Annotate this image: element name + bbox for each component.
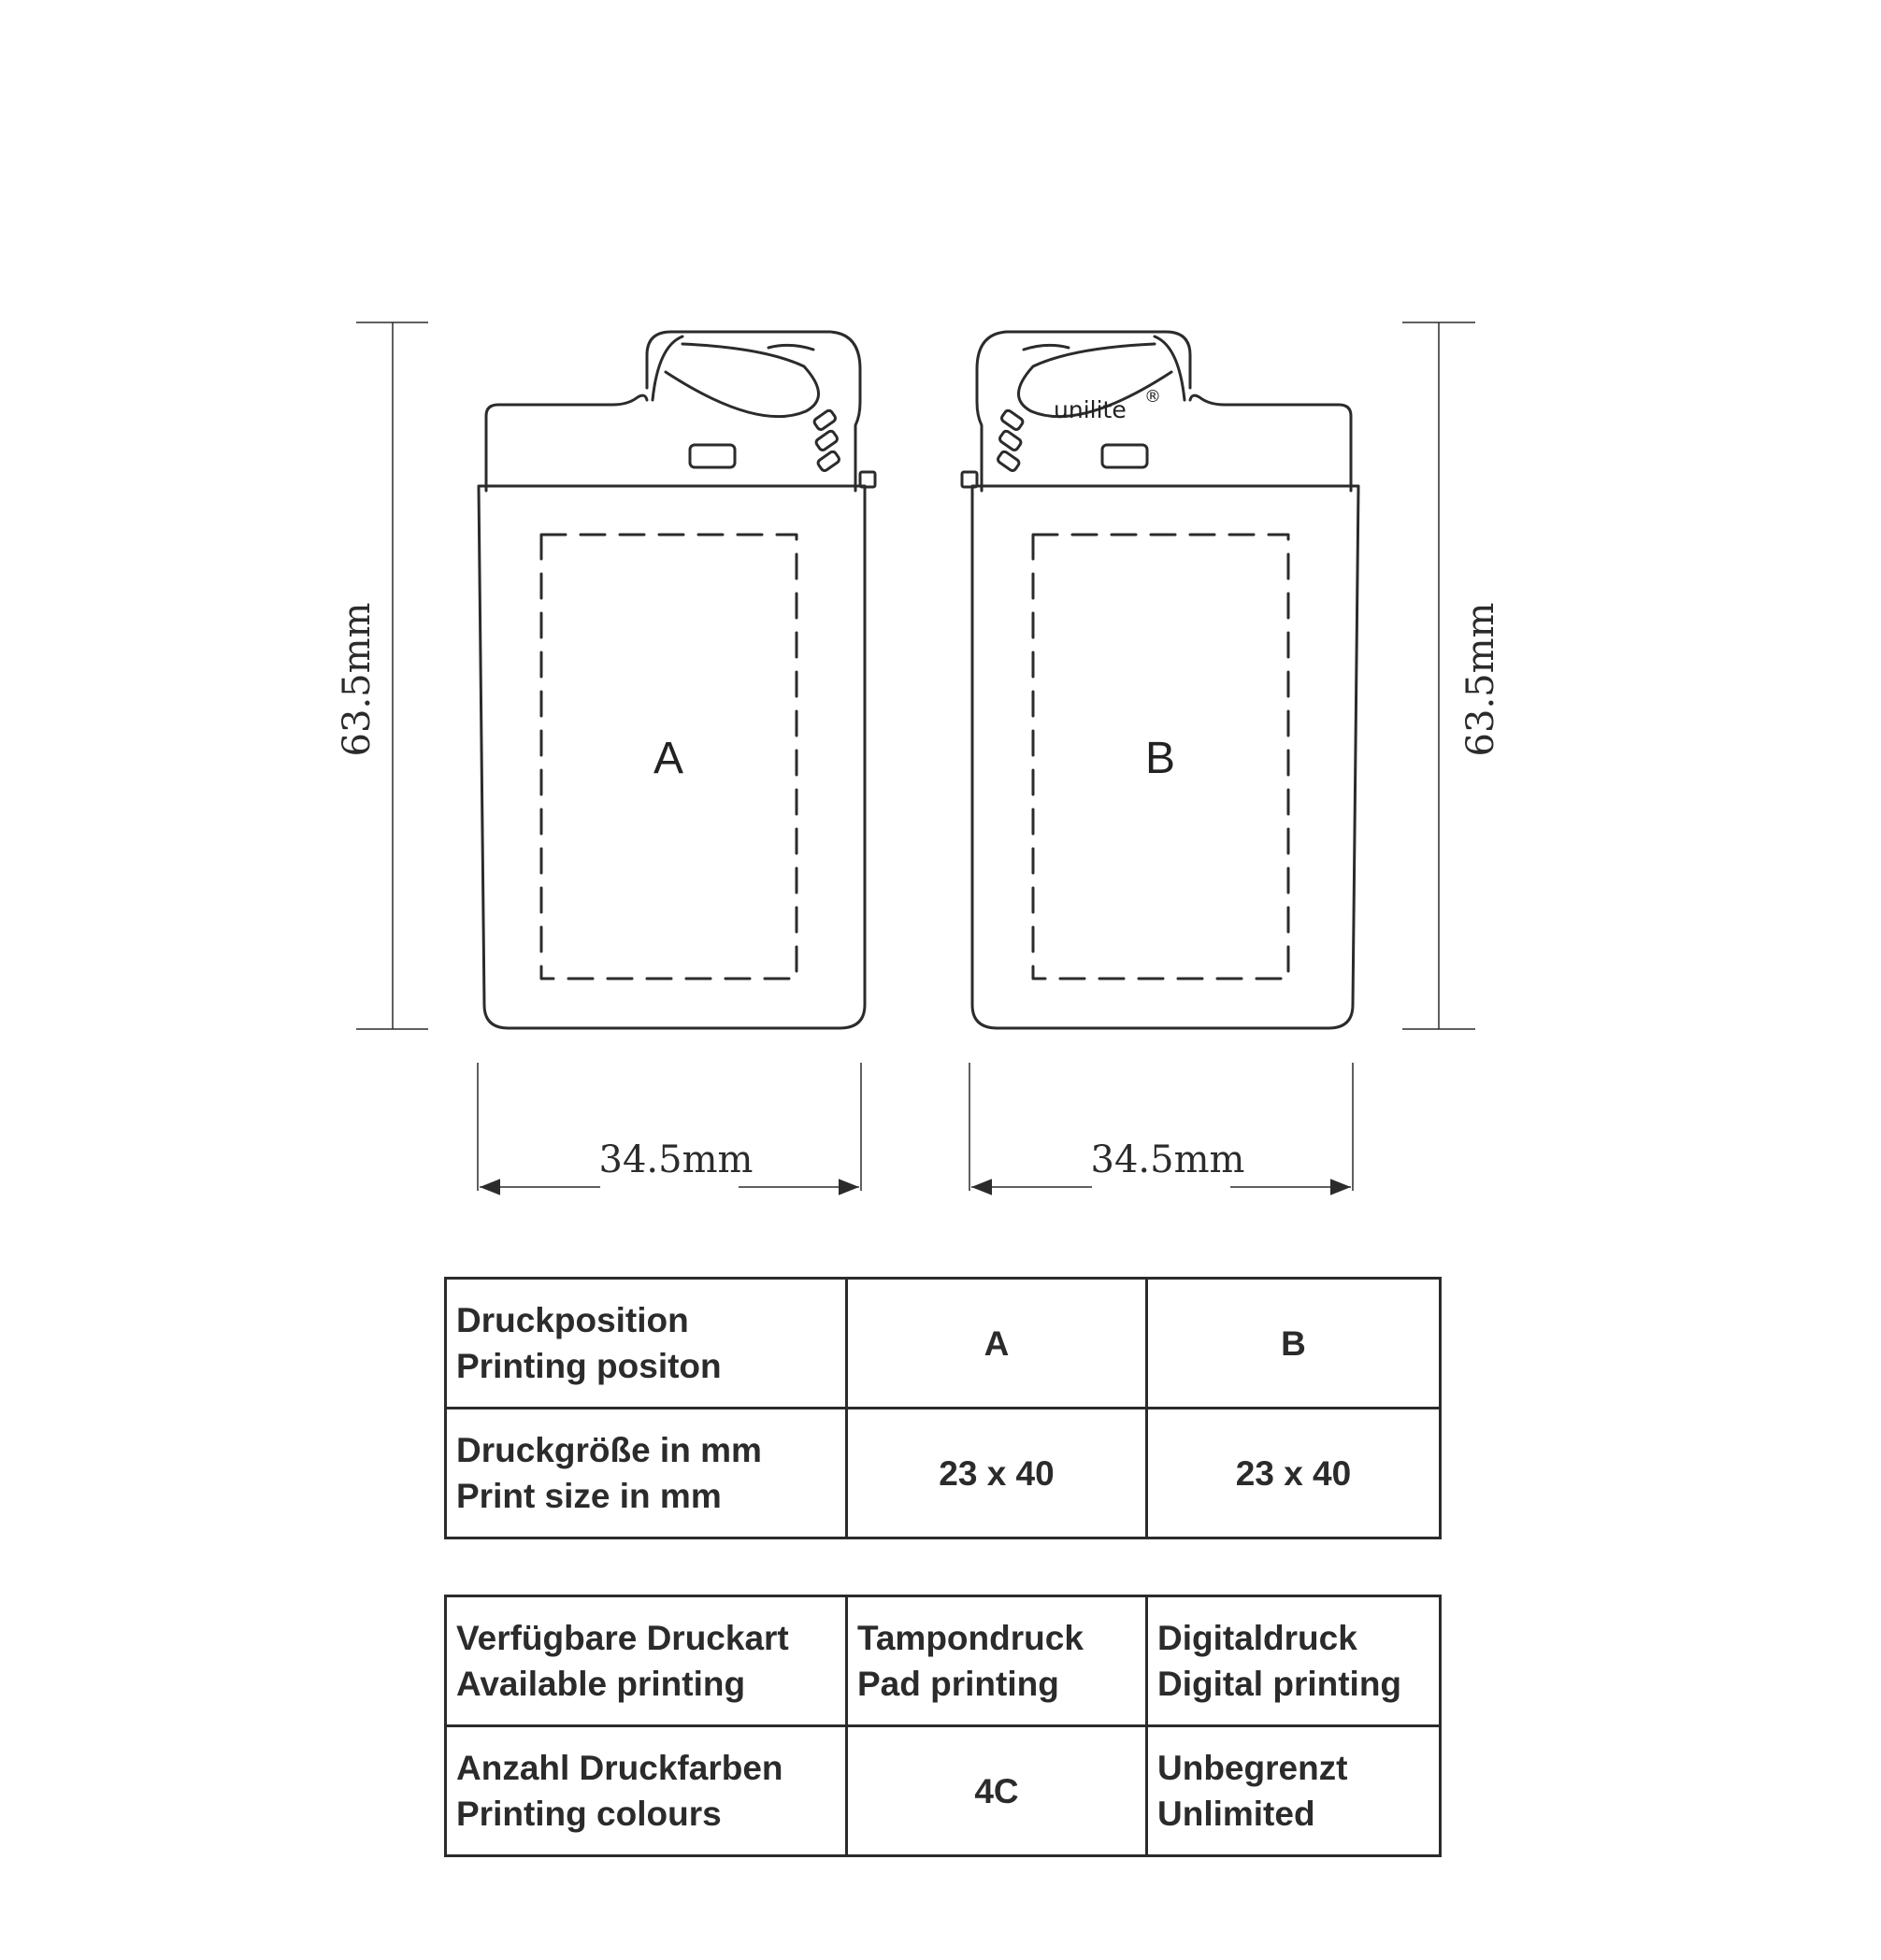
width-label-a: 34.5mm: [598, 1138, 754, 1181]
height-label-b: 63.5mm: [1459, 602, 1502, 757]
zone-label-b: B: [1144, 734, 1176, 783]
row-label-de: Verfügbare Druckart: [456, 1619, 789, 1657]
zone-label-a: A: [653, 734, 684, 783]
row-label-en: Printing colours: [456, 1795, 722, 1833]
cell-size-a: 23 x 40: [847, 1409, 1147, 1538]
table-row: [446, 1279, 1441, 1409]
cell-colours-b: Unbegrenzt Unlimited: [1147, 1726, 1441, 1856]
print-position-table: [444, 1277, 1442, 1539]
lighter-b-outline: [962, 332, 1358, 1028]
dimension-lines: [356, 322, 1475, 1191]
width-label-b: 34.5mm: [1090, 1138, 1245, 1181]
row-label-de: Druckgröße in mm: [456, 1431, 762, 1469]
table-row: [446, 1726, 1441, 1856]
printing-method-table: [444, 1595, 1442, 1857]
brand-registered-mark: ®: [1144, 387, 1161, 407]
cell-position-b: B: [1147, 1279, 1441, 1409]
row-label-de: Anzahl Druckfarben: [456, 1749, 783, 1787]
row-label-en: Printing positon: [456, 1347, 722, 1385]
cell-position-a: A: [847, 1279, 1147, 1409]
cell-size-b: 23 x 40: [1147, 1409, 1441, 1538]
cell-method-b: Digitaldruck Digital printing: [1147, 1596, 1441, 1726]
cell-colours-a: 4C: [847, 1726, 1147, 1856]
row-label-en: Available printing: [456, 1665, 746, 1703]
table-row: [446, 1596, 1441, 1726]
height-label-a: 63.5mm: [336, 602, 379, 757]
row-label-en: Print size in mm: [456, 1477, 722, 1515]
brand-logo: unilite: [1054, 396, 1127, 423]
table-row: [446, 1409, 1441, 1538]
cell-method-a: Tampondruck Pad printing: [847, 1596, 1147, 1726]
row-label-de: Druckposition: [456, 1301, 689, 1339]
lighter-a-outline: [479, 332, 875, 1028]
